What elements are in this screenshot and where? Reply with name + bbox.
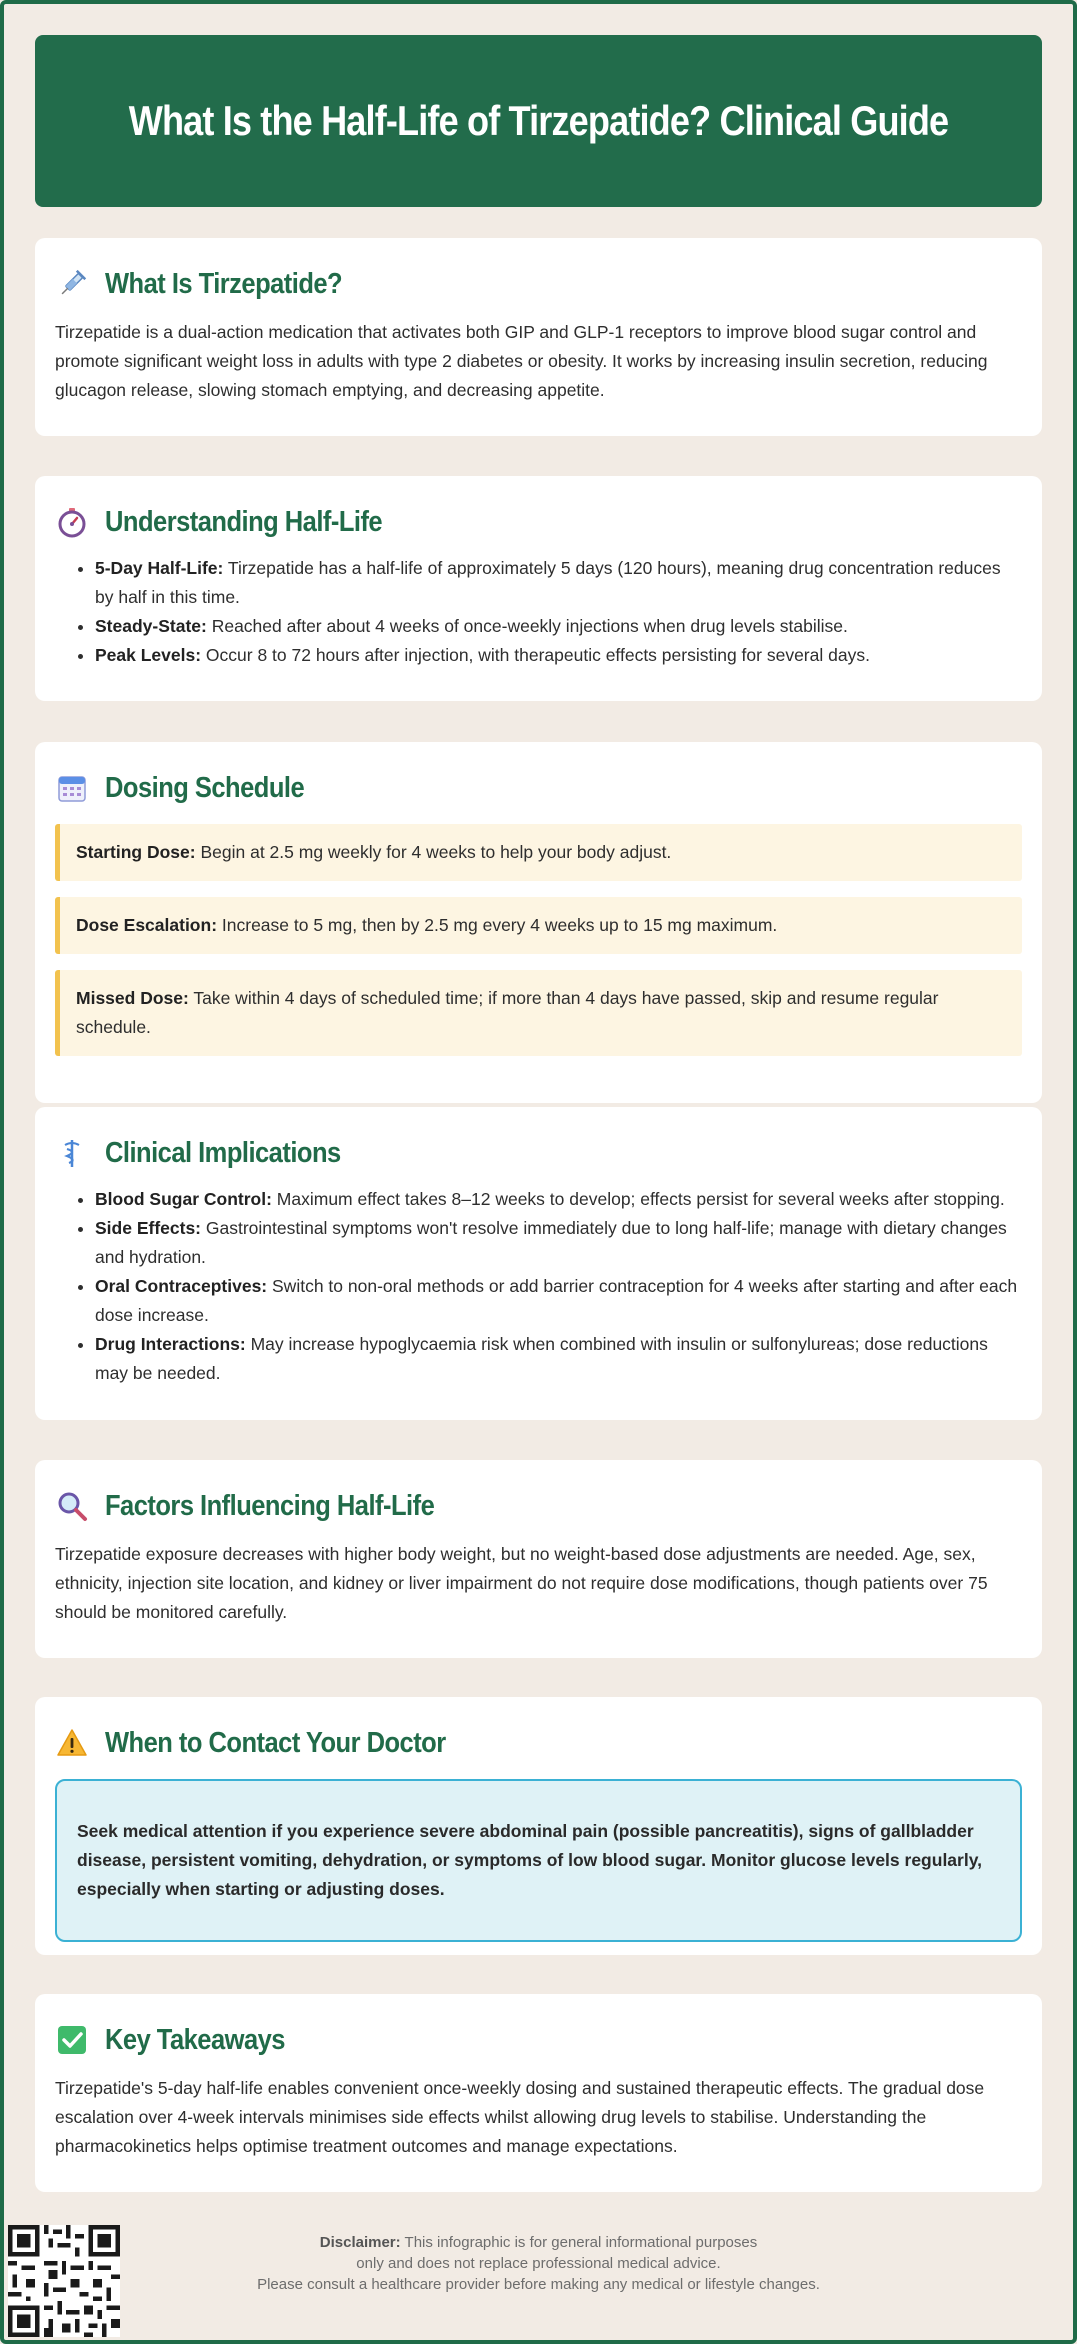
list-item: • Blood Sugar Control: Maximum effect takes 8–12 weeks to develop; effects persist for several weeks after stopping.: [95, 1185, 1022, 1214]
disclaimer-label: Disclaimer:: [319, 2234, 401, 2251]
section-dosing: [35, 742, 1042, 1103]
section-header: [55, 1133, 1022, 1173]
section-text: Tirzepatide exposure decreases with higher body weight, but no weight-based dose adjustments are needed. Age, sex, ethnicity, injection site location, and kidney or liver impairment do not require dose modifications, though patients over 75 should be monitored carefully.: [55, 1544, 988, 1622]
section-title: What Is Tirzepatide?: [105, 267, 343, 300]
medical-alert-box: Seek medical attention if you experience severe abdominal pain (possible pancreatitis), signs of gallbladder disease, persistent vomiting, dehydration, or symptoms of low blood sugar. Monitor glucose levels regularly, especially when starting or adjusting doses.: [55, 1779, 1022, 1942]
dose-escalation-box: Dose Escalation: Increase to 5 mg, then by 2.5 mg every 4 weeks up to 15 mg maximum.: [55, 897, 1022, 954]
check-icon: [55, 2023, 89, 2057]
section-title: Understanding Half-Life: [105, 505, 383, 538]
section-takeaways: [35, 1994, 1042, 2192]
section-text: Tirzepatide is a dual-action medication that activates both GIP and GLP-1 receptors to improve blood sugar control and promote significant weight loss in adults with type 2 diabetes or obesity. It works by increasing insulin secretion, reducing glucagon release, slowing stomach emptying, and decreasing appetite.: [55, 322, 988, 400]
section-text: Tirzepatide's 5-day half-life enables convenient once-weekly dosing and sustained therapeutic effects. The gradual dose escalation over 4-week intervals minimises side effects whilst allowing drug levels to stabilise. Understanding the pharmacokinetics helps optimise treatment outcomes and manage expectations.: [55, 2078, 985, 2156]
starting-dose-box: Starting Dose: Begin at 2.5 mg weekly for 4 weeks to help your body adjust.: [55, 824, 1022, 881]
disclaimer: Disclaimer: This infographic is for general informational purposes only and does not replace professional medical advice. Please consult a healthcare provider before making any medical or lifestyle changes.: [257, 2234, 820, 2293]
list-item: • Oral Contraceptives: Switch to non-oral methods or add barrier contraception for 4 weeks after starting and after each dose increase.: [95, 1272, 1022, 1330]
magnifier-icon: [55, 1489, 89, 1523]
infographic: [35, 35, 1042, 2156]
section-title: When to Contact Your Doctor: [105, 1726, 446, 1759]
half-life-list: [55, 554, 1022, 670]
syringe-icon: [55, 267, 89, 301]
list-item: • Side Effects: Gastrointestinal symptoms won't resolve immediately due to long half-life; manage with dietary changes and hydration.: [95, 1214, 1022, 1272]
section-half-life: [35, 476, 1042, 701]
section-header: [55, 2020, 1022, 2060]
section-header: [55, 768, 1022, 808]
section-title: Key Takeaways: [105, 2023, 285, 2056]
section-header: [55, 264, 1022, 304]
list-item: • Drug Interactions: May increase hypoglycaemia risk when combined with insulin or sulfonylureas; dose reductions may be needed.: [95, 1330, 1022, 1388]
section-contact: [35, 1697, 1042, 1955]
section-what-is: [35, 238, 1042, 436]
section-title: Clinical Implications: [105, 1136, 341, 1169]
section-header: [55, 1486, 1022, 1526]
calendar-icon: [55, 771, 89, 805]
list-item: • Peak Levels: Occur 8 to 72 hours after injection, with therapeutic effects persisting for several days.: [95, 641, 1022, 670]
caduceus-icon: [55, 1136, 89, 1170]
missed-dose-box: Missed Dose: Take within 4 days of scheduled time; if more than 4 days have passed, skip and resume regular schedule.: [55, 970, 1022, 1056]
section-title: Dosing Schedule: [105, 771, 305, 804]
list-item: • Steady-State: Reached after about 4 weeks of once-weekly injections when drug levels stabilise.: [95, 612, 1022, 641]
stopwatch-icon: [55, 505, 89, 539]
footer: [0, 2200, 1077, 2330]
page-title: What Is the Half-Life of Tirzepatide? Clinical Guide: [128, 97, 949, 144]
clinical-list: [55, 1185, 1022, 1388]
list-item: • 5-Day Half-Life: Tirzepatide has a half-life of approximately 5 days (120 hours), meaning drug concentration reduces by half in this time.: [95, 554, 1022, 612]
warning-icon: [55, 1726, 89, 1760]
page-header: [35, 35, 1042, 207]
section-header: [55, 502, 1022, 542]
section-title: Factors Influencing Half-Life: [105, 1489, 435, 1522]
section-header: [55, 1723, 1022, 1763]
section-factors: [35, 1460, 1042, 1658]
section-clinical: [35, 1107, 1042, 1420]
